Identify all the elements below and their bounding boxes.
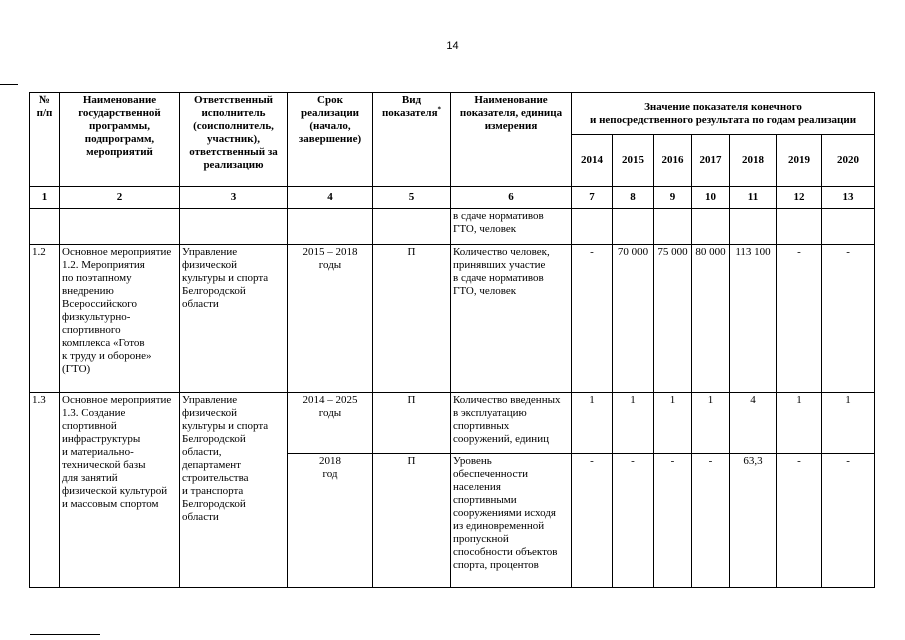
cell-empty bbox=[613, 209, 654, 245]
cell-name: Основное мероприятие 1.3. Создание спортивной инфраструктуры и материально- технической базы для занятий физической культурой и массовым спортом bbox=[60, 393, 180, 588]
cell-value: 80 000 bbox=[692, 245, 730, 393]
cell-executor: Управление физической культуры и спорта Белгородской области bbox=[180, 245, 288, 393]
column-numbers-row bbox=[30, 187, 875, 209]
header-row bbox=[30, 93, 875, 135]
cell-value: 1 bbox=[777, 393, 822, 454]
page-number: 14 bbox=[446, 40, 459, 52]
cell-value: 1 bbox=[692, 393, 730, 454]
header-year: 2019 bbox=[777, 135, 822, 187]
column-number: 11 bbox=[730, 187, 777, 209]
cell-value: - bbox=[613, 454, 654, 588]
column-number: 6 bbox=[451, 187, 572, 209]
cell-period: 2015 – 2018 годы bbox=[288, 245, 373, 393]
cell-value: - bbox=[777, 245, 822, 393]
cell-empty bbox=[777, 209, 822, 245]
cell-empty bbox=[730, 209, 777, 245]
cell-indicator: Уровень обеспеченности населения спортивными сооружениями исходя из единовременной пропускной способности объектов спорта, процентов bbox=[451, 454, 572, 588]
cell-empty bbox=[180, 209, 288, 245]
cell-type: П bbox=[373, 245, 451, 393]
cell-value: - bbox=[572, 245, 613, 393]
indicators-table bbox=[29, 92, 875, 588]
cell-value: - bbox=[822, 245, 875, 393]
table-row bbox=[30, 393, 875, 454]
cell-value: 63,3 bbox=[730, 454, 777, 588]
header-year: 2018 bbox=[730, 135, 777, 187]
cell-value: - bbox=[654, 454, 692, 588]
cell-value: 75 000 bbox=[654, 245, 692, 393]
column-number: 13 bbox=[822, 187, 875, 209]
column-number: 7 bbox=[572, 187, 613, 209]
cell-value: - bbox=[572, 454, 613, 588]
column-number: 10 bbox=[692, 187, 730, 209]
header-type bbox=[373, 93, 451, 187]
cell-value: - bbox=[692, 454, 730, 588]
header-year: 2015 bbox=[613, 135, 654, 187]
cell-empty bbox=[30, 209, 60, 245]
cell-empty bbox=[822, 209, 875, 245]
table-row bbox=[30, 245, 875, 393]
cell-period: 2018 год bbox=[288, 454, 373, 588]
cell-empty bbox=[373, 209, 451, 245]
column-number: 2 bbox=[60, 187, 180, 209]
cell-empty bbox=[692, 209, 730, 245]
header-indicator: Наименование показателя, единица измерения bbox=[451, 93, 572, 187]
cell-empty bbox=[572, 209, 613, 245]
column-number: 3 bbox=[180, 187, 288, 209]
cell-value: 70 000 bbox=[613, 245, 654, 393]
column-number: 9 bbox=[654, 187, 692, 209]
header-executor: Ответственный исполнитель (соисполнитель, участник), ответственный за реализацию bbox=[180, 93, 288, 187]
column-number: 4 bbox=[288, 187, 373, 209]
header-name: Наименование государственной программы, подпрограмм, мероприятий bbox=[60, 93, 180, 187]
header-year: 2020 bbox=[822, 135, 875, 187]
cell-no: 1.2 bbox=[30, 245, 60, 393]
cell-empty bbox=[60, 209, 180, 245]
header-no: № п/п bbox=[30, 93, 60, 187]
cell-value: 1 bbox=[613, 393, 654, 454]
cell-value: 4 bbox=[730, 393, 777, 454]
header-year: 2016 bbox=[654, 135, 692, 187]
cell-indicator: в сдаче нормативов ГТО, человек bbox=[451, 209, 572, 245]
cell-name: Основное мероприятие 1.2. Мероприятия по поэтапному внедрению Всероссийского физкультурно- спортивного комплекса «Готов к труду и обороне» (ГТО) bbox=[60, 245, 180, 393]
cell-value: - bbox=[777, 454, 822, 588]
column-number: 1 bbox=[30, 187, 60, 209]
table-row bbox=[30, 209, 875, 245]
header-year: 2014 bbox=[572, 135, 613, 187]
footnote-separator bbox=[30, 634, 100, 635]
cell-period: 2014 – 2025 годы bbox=[288, 393, 373, 454]
cell-indicator: Количество введенных в эксплуатацию спортивных сооружений, единиц bbox=[451, 393, 572, 454]
header-type-footnote-mark: * bbox=[437, 105, 442, 114]
scan-edge-line-top bbox=[0, 84, 18, 85]
column-number: 8 bbox=[613, 187, 654, 209]
header-year: 2017 bbox=[692, 135, 730, 187]
header-values: Значение показателя конечного и непосредственного результата по годам реализации bbox=[572, 93, 875, 135]
cell-value: 113 100 bbox=[730, 245, 777, 393]
header-period: Срок реализации (начало, завершение) bbox=[288, 93, 373, 187]
cell-value: 1 bbox=[822, 393, 875, 454]
column-number: 5 bbox=[373, 187, 451, 209]
cell-value: 1 bbox=[654, 393, 692, 454]
cell-value: 1 bbox=[572, 393, 613, 454]
cell-executor: Управление физической культуры и спорта Белгородской области, департамент строительства и транспорта Белгородской области bbox=[180, 393, 288, 588]
header-type-label: Вид показателя bbox=[381, 94, 438, 119]
cell-empty bbox=[654, 209, 692, 245]
cell-type: П bbox=[373, 393, 451, 454]
cell-no: 1.3 bbox=[30, 393, 60, 588]
cell-empty bbox=[288, 209, 373, 245]
cell-type: П bbox=[373, 454, 451, 588]
cell-value: - bbox=[822, 454, 875, 588]
column-number: 12 bbox=[777, 187, 822, 209]
cell-indicator: Количество человек, принявших участие в сдаче нормативов ГТО, человек bbox=[451, 245, 572, 393]
